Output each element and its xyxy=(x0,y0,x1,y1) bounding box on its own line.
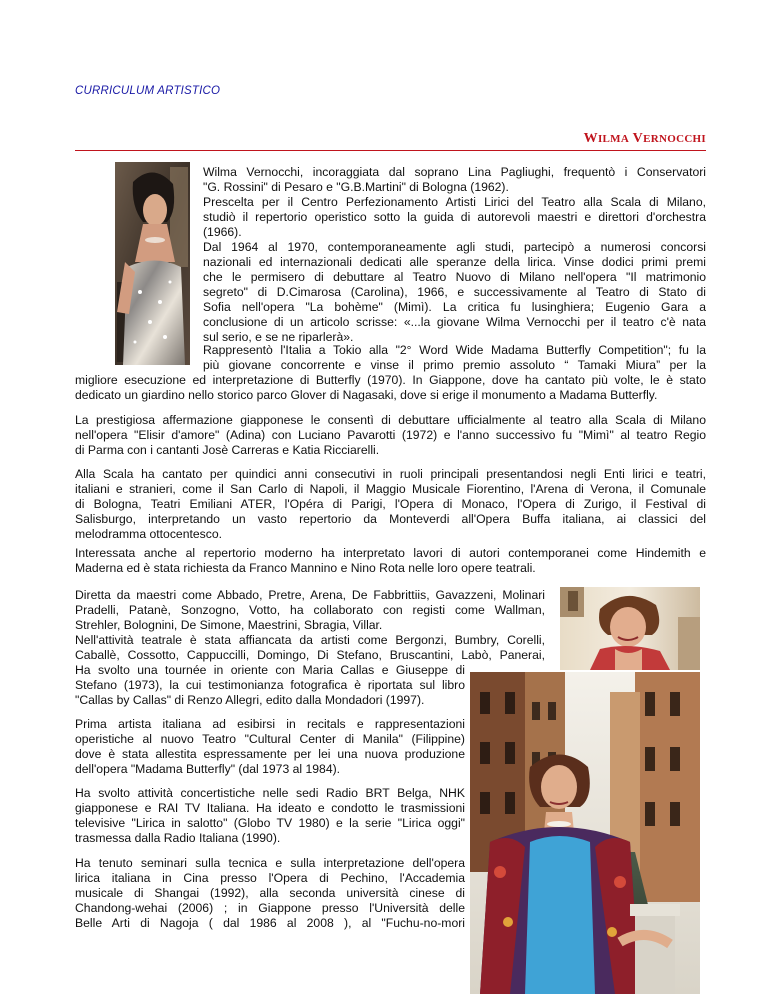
text-line: Sofia nell'opera "La bohème" (Mimì). La critica fu lusinghiera; Eugenio Gara a xyxy=(203,300,706,314)
text-line: trasmessa dalla Radio Italiana (1990). xyxy=(75,831,281,845)
text-line: sul serio, e se ne riparlerà». xyxy=(203,330,354,344)
text-line: "Callas by Callas" di Renzo Allegri, edito dalla Mondadori (1997). xyxy=(75,693,425,707)
bio-paragraph-9 xyxy=(75,786,465,846)
bio-paragraph-7-continued xyxy=(75,663,465,708)
text-line: Diretta da maestri come Abbado, Pretre, Arena, De Fabbrittiis, Gavazzeni, Molinari xyxy=(75,588,545,602)
photo-woman-smiling-portrait xyxy=(560,587,700,670)
first-initial: W xyxy=(583,131,598,146)
text-line: di Parma con i cantanti Josè Carreras e Katia Ricciarelli. xyxy=(75,443,380,457)
text-line: Pradelli, Patanè, Sonzogno, Votto, ha collaborato con registi come Wallman, xyxy=(75,603,545,617)
text-line: La prestigiosa affermazione giapponese le consentì di debuttare ufficialmente al teatro alla Scala di Milano xyxy=(75,413,706,427)
text-line: più giovane concorrente e vinse il primo premio assoluto “ Tamaki Miura” per la xyxy=(203,358,706,372)
text-line: segreto" di D.Cimarosa (Carolina), 1966, e successivamente al Teatro di Stato di xyxy=(203,285,706,299)
text-line: nell'opera "Elisir d'amore" (Adina) con Luciano Pavarotti (1972) e l'anno successivo fu "Mimì" al teatro Regio xyxy=(75,428,706,442)
photo-woman-in-sequined-gown xyxy=(115,162,190,365)
text-line: Dal 1964 al 1970, contemporaneamente agli studi, partecipò a numerosi concorsi xyxy=(203,240,706,254)
text-line: lirica italiana in Cina presso l'Opera di Pechino, l'Accademia xyxy=(75,871,465,885)
bio-paragraph-2 xyxy=(203,343,706,373)
text-line: Maderna ed è stata richiesta da Franco Mannino e Nino Rota nelle loro opere teatrali. xyxy=(75,561,536,575)
text-line: Caballè, Cossotto, Cappuccilli, Domingo, Di Stefano, Bruscantini, Labò, Panerai, xyxy=(75,648,545,662)
bio-paragraph-4 xyxy=(75,467,706,542)
text-line: operistiche al nuovo Teatro "Cultural Center di Manila" (Filippine) xyxy=(75,732,465,746)
text-line: Prima artista italiana ad esibirsi in recitals e rappresentazioni xyxy=(75,717,465,731)
text-line: conclusione di un articolo scrisse: «...la giovane Wilma Vernocchi per il teatro c'è nata xyxy=(203,315,706,329)
text-line: che le permisero di debuttare al Teatro Nuovo di Milano nell'opera "Il matrimonio xyxy=(203,270,706,284)
text-line: Wilma Vernocchi, incoraggiata dal soprano Lina Pagliughi, frequentò i Conservatori xyxy=(203,165,706,179)
text-line: Belle Arti di Nagoja ( dal 1986 al 2008 ), al "Fuchu-no-mori xyxy=(75,916,465,930)
artist-name-heading xyxy=(584,131,706,147)
text-line: dedicato un giardino nello storico parco Glover di Nagasaki, dove si erige il monumento a Madama Butterfly. xyxy=(75,388,658,402)
bio-paragraph-8 xyxy=(75,717,465,777)
text-line: (1966). xyxy=(203,225,242,239)
bio-paragraph-1 xyxy=(203,165,706,345)
bio-paragraph-10 xyxy=(75,856,465,931)
text-line: di Bologna, Teatri Emiliani ATER, l'Opéra di Parigi, l'Opera di Monaco, l'Opera di Zurigo, il Festival di xyxy=(75,497,706,511)
bio-paragraph-6 xyxy=(75,588,545,633)
text-line: Chandong-wehai (2006) ; in Giappone presso l'Università delle xyxy=(75,901,465,915)
text-line: Salisburgo, interpretando un vasto repertorio da Monteverdi all'Opera Buffa italiana, ai classici del xyxy=(75,512,706,526)
text-line: Ha svolto attività concertistiche nelle sedi Radio BRT Belga, NHK xyxy=(75,786,465,800)
text-line: Interessata anche al repertorio moderno ha interpretato lavori di autori contemporanei come Hindemith e xyxy=(75,546,706,560)
text-line: Alla Scala ha cantato per quindici anni consecutivi in ruoli principali presentandosi negli Enti lirici e teatri, xyxy=(75,467,706,481)
text-line: Strehler, Bolognini, De Simone, Maestrini, Sbragia, Villar. xyxy=(75,618,383,632)
bio-paragraph-7 xyxy=(75,633,545,663)
text-line: "G. Rossini" di Pesaro e "G.B.Martini" di Bologna (1962). xyxy=(203,180,509,194)
heading-rule xyxy=(75,150,706,151)
text-line: Rappresentò l'Italia a Tokio alla "2° Word Wide Madama Butterfly Competition"; fu la xyxy=(203,343,706,357)
text-line: dove è stata allestita espressamente per lei una nuova produzione xyxy=(75,747,465,761)
photo-woman-by-venetian-canal xyxy=(470,672,700,994)
bio-paragraph-5 xyxy=(75,546,706,576)
text-line: Nell'attività teatrale è stata affiancata da artisti come Bergonzi, Bumbry, Corelli, xyxy=(75,633,545,647)
text-line: italiani e stranieri, come il San Carlo di Napoli, il Maggio Musicale Fiorentino, l'Arena di Verona, il Comunale xyxy=(75,482,706,496)
bio-paragraph-3 xyxy=(75,413,706,458)
text-line: Stefano (1973), la cui testimonianza fotografica è riportata sul libro xyxy=(75,678,465,692)
last-rest: ERNOCCHI xyxy=(643,133,706,145)
bio-paragraph-2-continued xyxy=(75,373,706,403)
text-line: migliore esecuzione ed interpretazione di Butterfly (1970). In Giappone, dove ha cantato più volte, le è stato xyxy=(75,373,706,387)
text-line: giapponese e RAI TV Italiana. Ha ideato e condotto le trasmissioni xyxy=(75,801,465,815)
section-label: CURRICULUM ARTISTICO xyxy=(75,85,221,97)
text-line: Prescelta per il Centro Perfezionamento Artisti Lirici del Teatro alla Scala di Milano, xyxy=(203,195,706,209)
text-line: musicale di Shangai (1992), alla seconda università cinese di xyxy=(75,886,465,900)
text-line: melodramma ottocentesco. xyxy=(75,527,222,541)
text-line: Ha svolto una tournée in oriente con Maria Callas e Giuseppe di xyxy=(75,663,465,677)
text-line: studiò il repertorio operistico sotto la guida di autorevoli maestri e direttori d'orchestra xyxy=(203,210,706,224)
text-line: Ha tenuto seminari sulla tecnica e sulla interpretazione dell'opera xyxy=(75,856,465,870)
text-line: televisive "Lirica in salotto" (Globo TV 1980) e la serie "Lirica oggi" xyxy=(75,816,465,830)
text-line: nazionali ed internazionali dedicati alle speranze della lirica. Vinse dodici primi premi xyxy=(203,255,706,269)
first-rest: ILMA xyxy=(597,133,630,145)
text-line: dell'opera "Madama Butterfly" (dal 1973 al 1984). xyxy=(75,762,341,776)
last-initial: V xyxy=(632,131,644,146)
